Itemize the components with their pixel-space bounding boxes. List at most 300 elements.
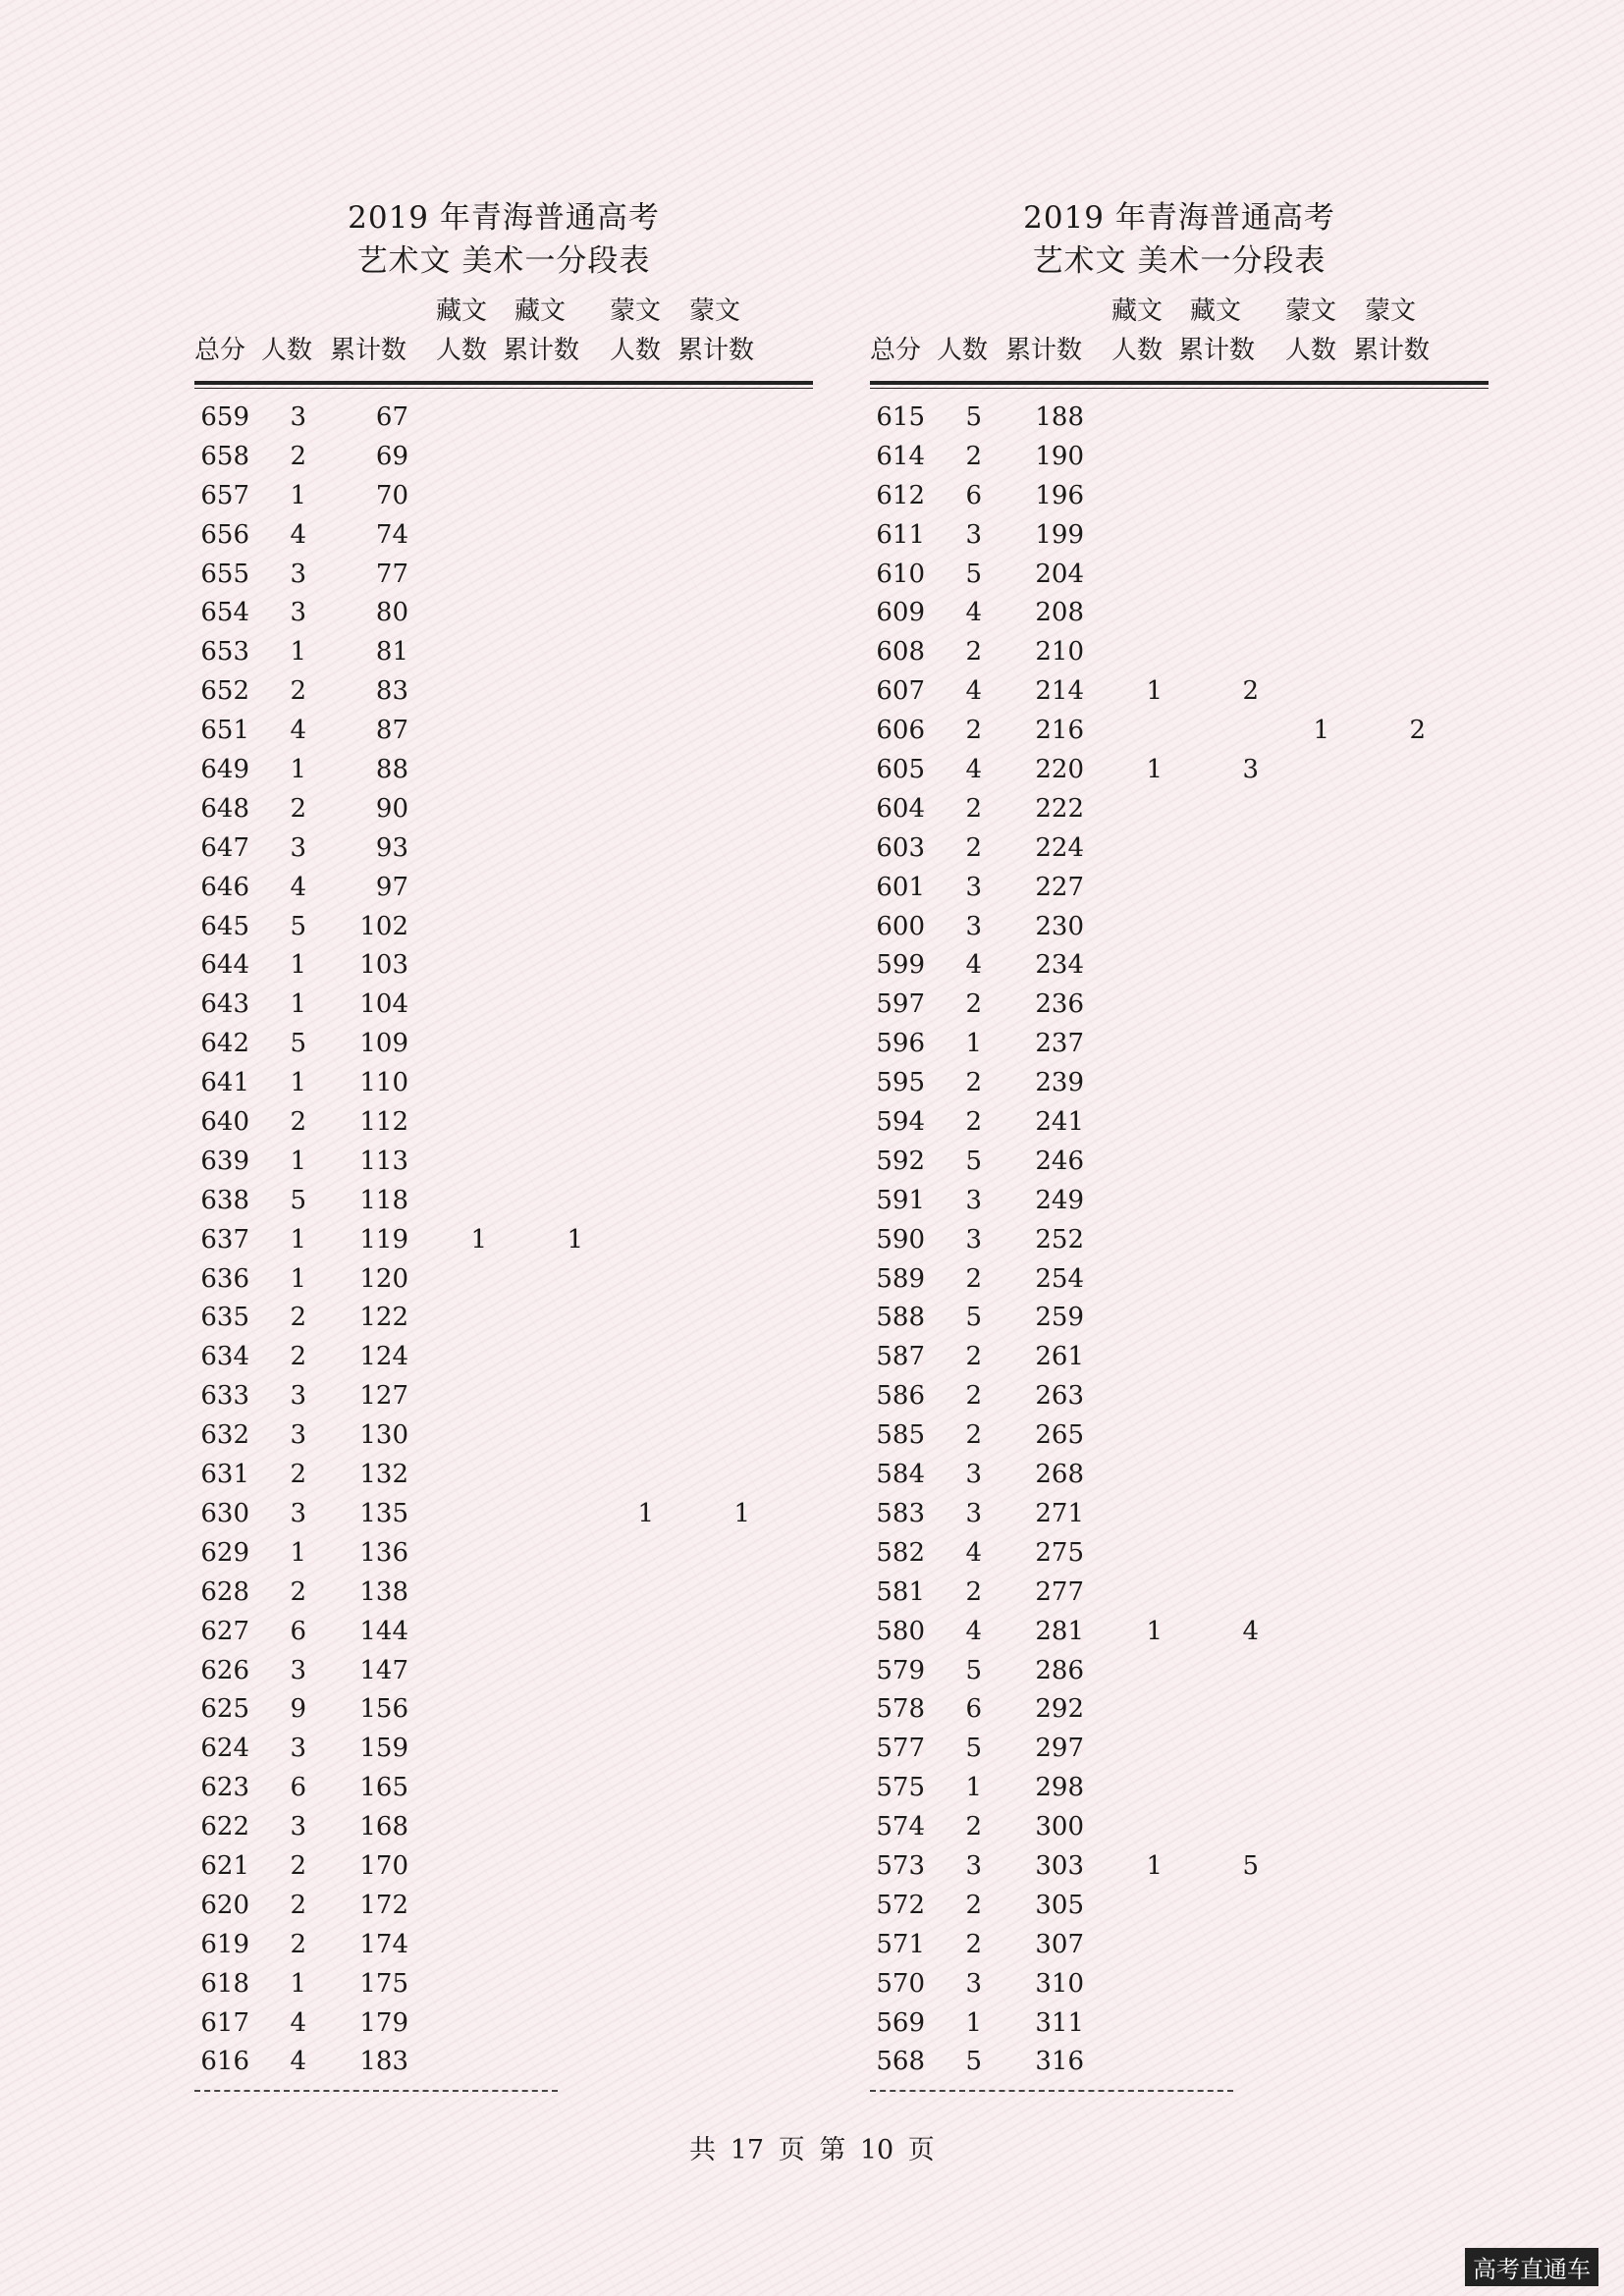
cell-count: 1 — [290, 1068, 306, 1098]
table-row — [870, 946, 1489, 986]
cell-total-score: 656 — [200, 519, 249, 550]
cell-cumulative: 236 — [1035, 989, 1084, 1020]
cell-cumulative: 241 — [1035, 1107, 1084, 1138]
cell-count: 6 — [965, 1694, 982, 1725]
cell-count: 6 — [290, 1616, 306, 1646]
cell-cumulative: 170 — [359, 1850, 408, 1881]
table-row — [870, 1847, 1489, 1887]
table-row — [870, 516, 1489, 556]
cell-total-score: 659 — [200, 402, 249, 432]
cell-total-score: 621 — [200, 1850, 249, 1881]
cell-total-score: 654 — [200, 598, 249, 628]
cell-cumulative: 239 — [1035, 1068, 1084, 1098]
cell-cumulative: 305 — [1035, 1890, 1084, 1920]
table-row — [194, 1926, 813, 1965]
score-table-right — [870, 196, 1489, 2092]
cell-total-score: 604 — [876, 793, 925, 824]
cell-cumulative: 67 — [375, 402, 408, 432]
cell-cumulative: 83 — [375, 676, 408, 707]
cell-cumulative: 174 — [359, 1929, 408, 1959]
cell-total-score: 568 — [876, 2047, 925, 2077]
cell-count: 2 — [290, 1890, 306, 1920]
cell-count: 5 — [965, 1655, 982, 1685]
cell-count: 1 — [290, 755, 306, 785]
table-row — [870, 1965, 1489, 2004]
cell-count: 1 — [290, 637, 306, 667]
cell-cumulative: 281 — [1035, 1616, 1084, 1646]
cell-total-score: 630 — [200, 1498, 249, 1528]
cell-total-score: 589 — [876, 1263, 925, 1294]
header-rule-thick — [870, 381, 1489, 385]
cell-count: 3 — [965, 519, 982, 550]
cell-total-score: 631 — [200, 1460, 249, 1490]
table-row — [194, 1690, 813, 1730]
cell-count: 3 — [290, 1381, 306, 1412]
cell-cumulative: 118 — [359, 1185, 408, 1215]
cell-count: 3 — [290, 1420, 306, 1451]
cell-total-score: 612 — [876, 480, 925, 510]
header-zang-cumulative: 累计数 — [1178, 336, 1256, 365]
cell-count: 2 — [965, 716, 982, 746]
table-row — [870, 1025, 1489, 1064]
table-row — [194, 1338, 813, 1377]
brand-watermark: 高考直通车 — [1465, 2248, 1598, 2286]
cell-count: 4 — [965, 755, 982, 785]
table-title: 2019 年青海普通高考 — [348, 200, 660, 236]
cell-total-score: 625 — [200, 1694, 249, 1725]
cell-count: 3 — [290, 402, 306, 432]
cell-total-score: 646 — [200, 872, 249, 902]
cell-count: 2 — [290, 441, 306, 471]
cell-zang-cumulative: 2 — [1242, 676, 1259, 707]
cell-count: 4 — [290, 519, 306, 550]
cell-count: 2 — [290, 1850, 306, 1881]
table-row — [194, 516, 813, 556]
cell-count: 2 — [965, 1107, 982, 1138]
cell-cumulative: 93 — [375, 832, 408, 863]
cell-cumulative: 208 — [1035, 598, 1084, 628]
cell-cumulative: 172 — [359, 1890, 408, 1920]
cell-cumulative: 220 — [1035, 755, 1084, 785]
cell-zang-count: 1 — [470, 1224, 487, 1255]
cell-meng-count: 1 — [637, 1498, 654, 1528]
cell-count: 3 — [965, 911, 982, 941]
cell-total-score: 639 — [200, 1146, 249, 1176]
cell-count: 5 — [965, 1303, 982, 1333]
header-top-meng-cumulative: 蒙文 — [689, 296, 741, 326]
cell-total-score: 592 — [876, 1146, 925, 1176]
cell-cumulative: 316 — [1035, 2047, 1084, 2077]
header-count: 人数 — [261, 336, 313, 365]
table-row — [194, 399, 813, 438]
table-row — [870, 1690, 1489, 1730]
cell-cumulative: 69 — [375, 441, 408, 471]
table-title: 2019 年青海普通高考 — [1023, 200, 1335, 236]
cell-cumulative: 190 — [1035, 441, 1084, 471]
table-row — [194, 986, 813, 1025]
cell-total-score: 577 — [876, 1734, 925, 1764]
table-row — [870, 829, 1489, 869]
table-row — [194, 438, 813, 477]
page-footer: 共 17 页 第 10 页 — [689, 2135, 935, 2165]
table-row — [194, 1965, 813, 2004]
cell-cumulative: 132 — [359, 1460, 408, 1490]
cell-count: 5 — [290, 911, 306, 941]
cell-total-score: 633 — [200, 1381, 249, 1412]
cell-total-score: 608 — [876, 637, 925, 667]
cell-cumulative: 310 — [1035, 1968, 1084, 1999]
table-row — [870, 1730, 1489, 1769]
cell-cumulative: 127 — [359, 1381, 408, 1412]
cell-total-score: 572 — [876, 1890, 925, 1920]
table-row — [194, 2004, 813, 2044]
cell-total-score: 597 — [876, 989, 925, 1020]
table-row — [870, 1495, 1489, 1534]
cell-cumulative: 122 — [359, 1303, 408, 1333]
cell-cumulative: 138 — [359, 1576, 408, 1607]
cell-count: 1 — [290, 1263, 306, 1294]
cell-cumulative: 81 — [375, 637, 408, 667]
cell-count: 2 — [965, 1812, 982, 1842]
cell-count: 4 — [965, 1616, 982, 1646]
table-row — [870, 908, 1489, 947]
cell-total-score: 624 — [200, 1734, 249, 1764]
table-row — [870, 751, 1489, 790]
cell-count: 2 — [965, 1420, 982, 1451]
cell-total-score: 655 — [200, 559, 249, 589]
table-row — [870, 1338, 1489, 1377]
cell-total-score: 634 — [200, 1342, 249, 1372]
cell-cumulative: 104 — [359, 989, 408, 1020]
table-row — [870, 477, 1489, 516]
table-row — [870, 1574, 1489, 1613]
table-row — [870, 594, 1489, 633]
cell-cumulative: 246 — [1035, 1146, 1084, 1176]
cell-count: 2 — [965, 637, 982, 667]
cell-cumulative: 199 — [1035, 519, 1084, 550]
cell-total-score: 601 — [876, 872, 925, 902]
cell-count: 5 — [965, 1734, 982, 1764]
cell-cumulative: 222 — [1035, 793, 1084, 824]
header-meng-cumulative: 累计数 — [677, 336, 755, 365]
cell-count: 2 — [290, 793, 306, 824]
table-row — [870, 1416, 1489, 1456]
cell-count: 9 — [290, 1694, 306, 1725]
cell-cumulative: 188 — [1035, 402, 1084, 432]
table-row — [194, 1260, 813, 1300]
header-total-score: 总分 — [870, 336, 922, 365]
cell-cumulative: 204 — [1035, 559, 1084, 589]
cell-count: 2 — [965, 832, 982, 863]
cell-total-score: 641 — [200, 1068, 249, 1098]
table-header — [194, 283, 813, 381]
cell-count: 3 — [965, 1968, 982, 1999]
cell-cumulative: 156 — [359, 1694, 408, 1725]
cell-total-score: 616 — [200, 2047, 249, 2077]
cell-cumulative: 252 — [1035, 1224, 1084, 1255]
cell-zang-cumulative: 4 — [1242, 1616, 1259, 1646]
cell-total-score: 648 — [200, 793, 249, 824]
table-row — [870, 1299, 1489, 1338]
cell-count: 1 — [290, 1224, 306, 1255]
table-row — [194, 829, 813, 869]
table-row — [870, 399, 1489, 438]
cell-count: 2 — [290, 1107, 306, 1138]
header-top-zang-count: 藏文 — [436, 296, 488, 326]
cell-total-score: 647 — [200, 832, 249, 863]
cell-count: 6 — [290, 1773, 306, 1803]
cell-meng-cumulative: 2 — [1409, 716, 1426, 746]
cell-total-score: 581 — [876, 1576, 925, 1607]
cell-count: 2 — [290, 1460, 306, 1490]
cell-cumulative: 292 — [1035, 1694, 1084, 1725]
cell-total-score: 637 — [200, 1224, 249, 1255]
cell-zang-cumulative: 5 — [1242, 1850, 1259, 1881]
cell-total-score: 584 — [876, 1460, 925, 1490]
cell-total-score: 578 — [876, 1694, 925, 1725]
cell-cumulative: 144 — [359, 1616, 408, 1646]
cell-total-score: 640 — [200, 1107, 249, 1138]
table-row — [194, 1025, 813, 1064]
cell-count: 4 — [965, 676, 982, 707]
table-row — [194, 594, 813, 633]
cell-total-score: 583 — [876, 1498, 925, 1528]
cell-total-score: 643 — [200, 989, 249, 1020]
cell-count: 1 — [290, 989, 306, 1020]
cell-cumulative: 112 — [359, 1107, 408, 1138]
cell-cumulative: 159 — [359, 1734, 408, 1764]
cell-count: 3 — [965, 872, 982, 902]
cell-total-score: 586 — [876, 1381, 925, 1412]
cell-total-score: 658 — [200, 441, 249, 471]
cell-total-score: 575 — [876, 1773, 925, 1803]
cell-count: 2 — [965, 1068, 982, 1098]
cell-zang-count: 1 — [1146, 1616, 1163, 1646]
cell-count: 2 — [965, 1576, 982, 1607]
table-row — [870, 1926, 1489, 1965]
cell-cumulative: 165 — [359, 1773, 408, 1803]
cell-count: 4 — [965, 598, 982, 628]
cell-total-score: 642 — [200, 1029, 249, 1059]
cell-cumulative: 70 — [375, 480, 408, 510]
table-row — [194, 2043, 813, 2082]
cell-total-score: 590 — [876, 1224, 925, 1255]
cell-cumulative: 88 — [375, 755, 408, 785]
header-top-meng-count: 蒙文 — [610, 296, 662, 326]
cell-total-score: 591 — [876, 1185, 925, 1215]
cell-count: 3 — [965, 1224, 982, 1255]
cell-total-score: 629 — [200, 1537, 249, 1568]
table-row — [194, 1769, 813, 1808]
cell-total-score: 587 — [876, 1342, 925, 1372]
score-table-left — [194, 196, 813, 2092]
header-cumulative: 累计数 — [1005, 336, 1083, 365]
cell-cumulative: 271 — [1035, 1498, 1084, 1528]
table-row — [870, 1613, 1489, 1652]
cell-cumulative: 265 — [1035, 1420, 1084, 1451]
cell-total-score: 652 — [200, 676, 249, 707]
cell-count: 4 — [290, 2047, 306, 2077]
header-rule-thick — [194, 381, 813, 385]
table-row — [870, 790, 1489, 829]
table-row — [194, 1847, 813, 1887]
table-row — [870, 2004, 1489, 2044]
table-row — [194, 1808, 813, 1847]
cell-count: 6 — [965, 480, 982, 510]
cell-cumulative: 303 — [1035, 1850, 1084, 1881]
cell-cumulative: 311 — [1035, 2007, 1084, 2038]
table-row — [194, 946, 813, 986]
header-meng-count: 人数 — [1285, 336, 1337, 365]
cell-count: 3 — [965, 1460, 982, 1490]
table-row — [870, 869, 1489, 908]
cell-count: 3 — [290, 832, 306, 863]
cell-total-score: 594 — [876, 1107, 925, 1138]
cell-count: 2 — [290, 1929, 306, 1959]
table-subtitle: 艺术文 美术一分段表 — [1032, 243, 1326, 279]
cell-count: 2 — [965, 1929, 982, 1959]
cell-total-score: 596 — [876, 1029, 925, 1059]
table-row — [194, 1143, 813, 1182]
cell-cumulative: 261 — [1035, 1342, 1084, 1372]
cell-total-score: 580 — [876, 1616, 925, 1646]
table-row — [870, 1887, 1489, 1926]
table-row — [194, 556, 813, 595]
table-row — [194, 1887, 813, 1926]
cell-count: 4 — [965, 1537, 982, 1568]
cell-count: 5 — [965, 559, 982, 589]
cell-cumulative: 297 — [1035, 1734, 1084, 1764]
table-row — [194, 477, 813, 516]
cell-cumulative: 103 — [359, 950, 408, 981]
cell-total-score: 617 — [200, 2007, 249, 2038]
cell-cumulative: 263 — [1035, 1381, 1084, 1412]
table-row — [194, 1416, 813, 1456]
cell-cumulative: 97 — [375, 872, 408, 902]
cell-total-score: 632 — [200, 1420, 249, 1451]
table-row — [194, 1221, 813, 1260]
table-row — [194, 672, 813, 712]
cell-cumulative: 179 — [359, 2007, 408, 2038]
table-body — [870, 399, 1489, 2082]
cell-count: 2 — [965, 1381, 982, 1412]
header-top-meng-count: 蒙文 — [1285, 296, 1337, 326]
cell-cumulative: 214 — [1035, 676, 1084, 707]
cell-cumulative: 80 — [375, 598, 408, 628]
cell-cumulative: 254 — [1035, 1263, 1084, 1294]
cell-count: 3 — [290, 559, 306, 589]
cell-zang-count: 1 — [1146, 676, 1163, 707]
table-row — [194, 1730, 813, 1769]
cell-total-score: 569 — [876, 2007, 925, 2038]
end-dashed-rule — [194, 2090, 558, 2092]
table-row — [194, 1299, 813, 1338]
cell-total-score: 653 — [200, 637, 249, 667]
cell-total-score: 657 — [200, 480, 249, 510]
header-rule-thin — [870, 388, 1489, 389]
cell-cumulative: 74 — [375, 519, 408, 550]
table-row — [870, 1377, 1489, 1416]
table-row — [194, 1182, 813, 1221]
table-row — [870, 1534, 1489, 1574]
table-subtitle: 艺术文 美术一分段表 — [356, 243, 651, 279]
cell-cumulative: 277 — [1035, 1576, 1084, 1607]
cell-total-score: 651 — [200, 716, 249, 746]
cell-total-score: 579 — [876, 1655, 925, 1685]
cell-count: 4 — [290, 2007, 306, 2038]
cell-total-score: 620 — [200, 1890, 249, 1920]
table-row — [870, 672, 1489, 712]
cell-count: 2 — [965, 989, 982, 1020]
cell-count: 3 — [965, 1185, 982, 1215]
table-row — [870, 2043, 1489, 2082]
cell-total-score: 606 — [876, 716, 925, 746]
cell-zang-cumulative: 3 — [1242, 755, 1259, 785]
cell-total-score: 582 — [876, 1537, 925, 1568]
cell-count: 4 — [290, 872, 306, 902]
table-row — [194, 751, 813, 790]
table-row — [194, 1456, 813, 1495]
cell-meng-cumulative: 1 — [733, 1498, 750, 1528]
cell-total-score: 588 — [876, 1303, 925, 1333]
cell-total-score: 618 — [200, 1968, 249, 1999]
table-row — [870, 712, 1489, 751]
table-row — [870, 438, 1489, 477]
table-row — [870, 556, 1489, 595]
header-count: 人数 — [937, 336, 989, 365]
cell-total-score: 595 — [876, 1068, 925, 1098]
cell-count: 1 — [965, 1029, 982, 1059]
cell-total-score: 623 — [200, 1773, 249, 1803]
cell-cumulative: 268 — [1035, 1460, 1084, 1490]
cell-cumulative: 109 — [359, 1029, 408, 1059]
cell-total-score: 585 — [876, 1420, 925, 1451]
cell-cumulative: 130 — [359, 1420, 408, 1451]
cell-count: 3 — [290, 1498, 306, 1528]
cell-count: 4 — [965, 950, 982, 981]
table-row — [194, 1495, 813, 1534]
header-top-meng-cumulative: 蒙文 — [1365, 296, 1417, 326]
cell-total-score: 605 — [876, 755, 925, 785]
cell-count: 2 — [290, 1576, 306, 1607]
cell-cumulative: 87 — [375, 716, 408, 746]
table-row — [870, 1143, 1489, 1182]
cell-count: 3 — [965, 1498, 982, 1528]
cell-count: 3 — [290, 1734, 306, 1764]
cell-total-score: 619 — [200, 1929, 249, 1959]
cell-total-score: 638 — [200, 1185, 249, 1215]
cell-count: 3 — [965, 1850, 982, 1881]
cell-cumulative: 227 — [1035, 872, 1084, 902]
table-row — [194, 1103, 813, 1143]
cell-cumulative: 168 — [359, 1812, 408, 1842]
cell-total-score: 571 — [876, 1929, 925, 1959]
cell-cumulative: 275 — [1035, 1537, 1084, 1568]
cell-total-score: 614 — [876, 441, 925, 471]
table-row — [194, 1534, 813, 1574]
table-header — [870, 283, 1489, 381]
cell-cumulative: 110 — [359, 1068, 408, 1098]
header-cumulative: 累计数 — [330, 336, 407, 365]
cell-count: 3 — [290, 1655, 306, 1685]
cell-cumulative: 259 — [1035, 1303, 1084, 1333]
cell-count: 1 — [290, 1146, 306, 1176]
cell-total-score: 609 — [876, 598, 925, 628]
cell-cumulative: 210 — [1035, 637, 1084, 667]
table-row — [870, 1652, 1489, 1691]
cell-cumulative: 119 — [359, 1224, 408, 1255]
table-row — [870, 1808, 1489, 1847]
